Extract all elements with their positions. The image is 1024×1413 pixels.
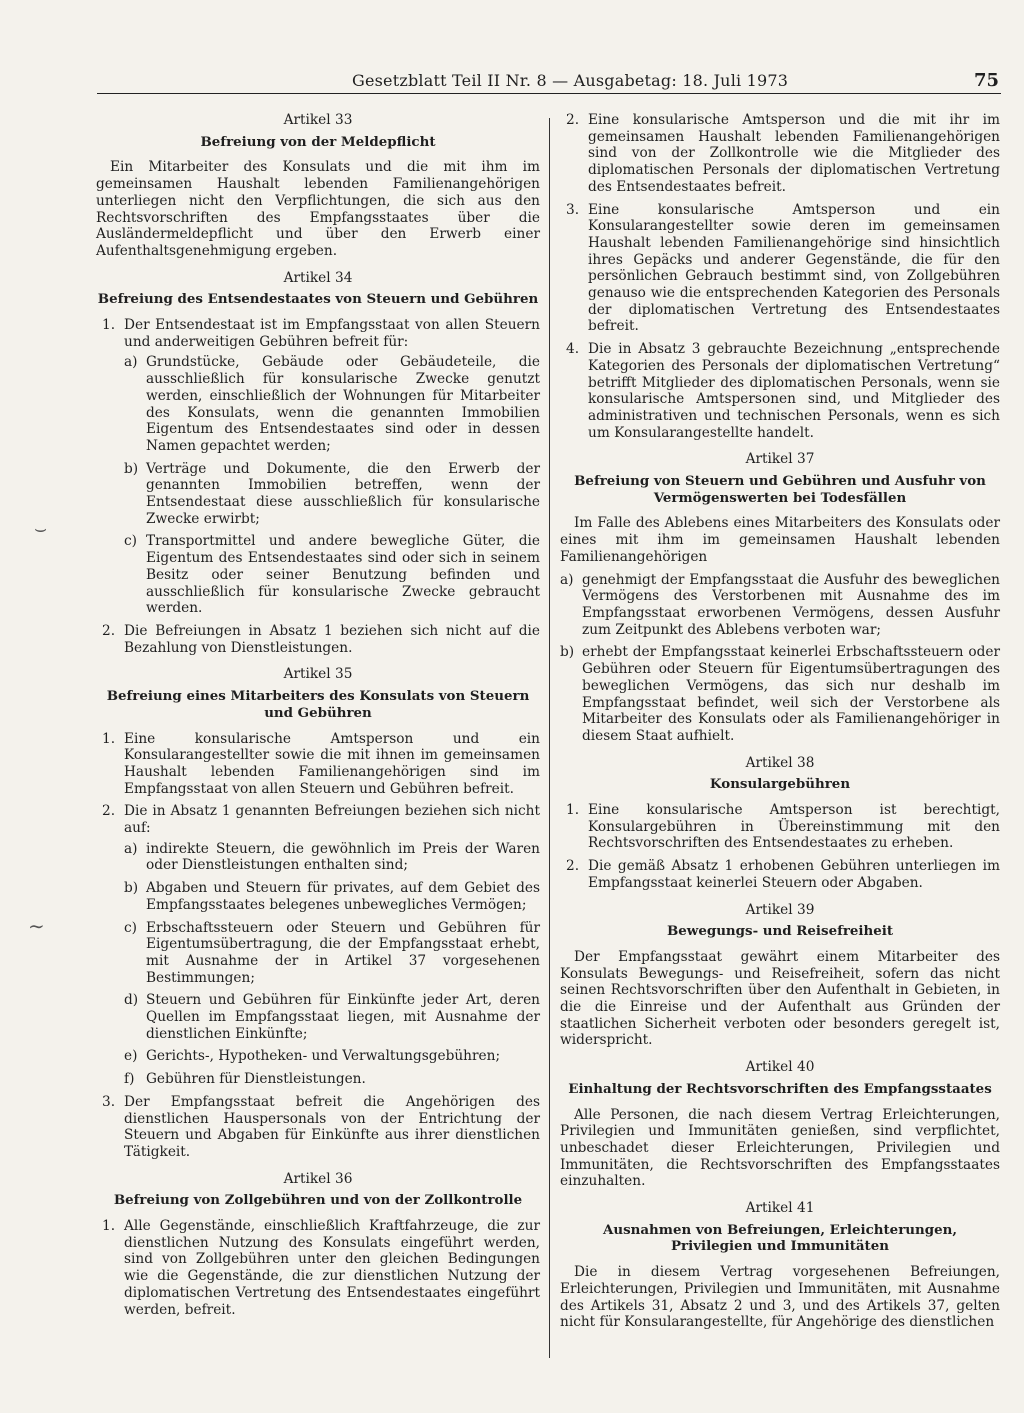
sub-item-letter: b): [124, 460, 139, 477]
paragraph: Der Empfangsstaat gewährt einem Mitarbeiter des Konsulats Bewegungs- und Reisefreiheit, sofern das nicht seinen Rechtsvorschriften über den Aufenthalt in Gebieten, in die die Einreise und der Aufenthalt aus Gründen der staatlichen Sicherheit verboten oder besonders geregelt ist, widerspricht.: [560, 948, 1000, 1049]
paragraph-number: 1.: [566, 802, 580, 819]
article-number: Artikel 39: [745, 901, 815, 918]
article-37: [560, 451, 1000, 744]
right-column: [560, 112, 1000, 1341]
paragraph-number: 2.: [102, 803, 116, 820]
article-34: [96, 270, 540, 657]
paragraph: Ein Mitarbeiter des Konsulats und die mit ihm im gemeinsamen Haushalt lebenden Familienangehörigen unterliegen nicht den Verpflichtungen, die sich aus den Rechtsvorschriften des Empfangsstaates über die Ausländermeldepflicht und über den Erwerb einer Aufenthaltsgenehmigung ergeben.: [96, 159, 540, 259]
article-number: Artikel 41: [745, 1200, 815, 1217]
paragraph-text: Alle Gegenstände, einschließlich Kraftfahrzeuge, die zur dienstlichen Nutzung des Konsulats eingeführt werden, sind von Zollgebühren unter den gleichen Bedingungen wie die Gegenstände, die zur dienstlichen Nutzung der diplomatischen Vertretung des Entsendestaates eingeführt werden, befreit.: [124, 1218, 540, 1318]
sub-item-text: Transportmittel und andere bewegliche Güter, die Eigentum des Entsendestaates sind oder sich in seinem Besitz oder seiner Benutzung befinden und ausschließlich für konsularische Zwecke gebraucht werden.: [146, 533, 540, 617]
sub-item-text: Erbschaftssteuern oder Steuern und Gebühren für Eigentumsübertragung, die der Empfangsstaat erhebt, mit Ausnahme der in Artikel 37 vorgesehenen Bestimmungen;: [146, 919, 540, 986]
sub-item-letter: f): [124, 1071, 135, 1088]
left-column: [96, 112, 540, 1328]
sub-item: [124, 461, 540, 528]
article-36-continued: [560, 112, 1000, 441]
header-rule: [97, 93, 1001, 94]
sub-item-letter: c): [124, 919, 138, 936]
sub-item-text: Abgaben und Steuern für privates, auf dem Gebiet des Empfangsstaates belegenes unbewegliches Vermögen;: [146, 880, 540, 913]
article-40: [560, 1059, 1000, 1190]
paragraph-text: Eine konsularische Amtsperson ist berechtigt, Konsulargebühren in Übereinstimmung mit den Rechtsvorschriften des Entsendestaates zu erheben.: [588, 802, 1000, 852]
page-number: 75: [974, 70, 1000, 91]
article-39: [560, 902, 1000, 1050]
paragraph-number: 3.: [566, 201, 580, 218]
numbered-paragraph: [96, 803, 540, 1088]
sub-item-text: Steuern und Gebühren für Einkünfte jeder Art, deren Quellen im Empfangsstaat liegen, mit Ausnahme der dienstlichen Einkünfte;: [146, 992, 540, 1042]
paragraph-text: Eine konsularische Amtsperson und die mit ihr im gemeinsamen Haushalt lebenden Familienangehörigen sind von der Zollkontrolle wie die Mitglieder des diplomatischen Personals der diplomatischen Vertretung des Entsendestaates befreit.: [588, 112, 1000, 195]
paragraph-number: 2.: [566, 858, 580, 875]
numbered-paragraph: [560, 341, 1000, 441]
sub-item: [124, 533, 540, 617]
article-title: Einhaltung der Rechtsvorschriften des Empfangsstaates: [568, 1080, 992, 1097]
sub-item-text: genehmigt der Empfangsstaat die Ausfuhr des beweglichen Vermögens des Verstorbenen mit Ausnahme des im Empfangsstaat erworbenen Vermögens, dessen Ausfuhr zum Zeitpunkt des Ablebens verboten war;: [582, 571, 1000, 638]
numbered-paragraph: [560, 802, 1000, 852]
article-number: Artikel 35: [283, 666, 353, 683]
article-36: [96, 1171, 540, 1319]
article-title: Befreiung von Steuern und Gebühren und Ausfuhr von Vermögenswerten bei Todesfällen: [574, 473, 986, 506]
numbered-paragraph: [96, 623, 540, 656]
numbered-paragraph: [560, 858, 1000, 891]
sub-item-letter: d): [124, 992, 139, 1009]
article-number: Artikel 34: [283, 269, 353, 286]
paragraph-text: Eine konsularische Amtsperson und ein Konsularangestellter sowie deren im gemeinsamen Haushalt lebenden Familienangehörige sind hinsichtlich ihres Gepäcks und anderer Gegenstände, die für den persönlichen Gebrauch bestimmt sind, von Zollgebühren genauso wie die entsprechenden Kategorien des Personals der diplomatischen Vertretung des Entsendestaates befreit.: [588, 201, 1000, 335]
paragraph-text: Die gemäß Absatz 1 erhobenen Gebühren unterliegen im Empfangsstaat keinerlei Steuern oder Abgaben.: [588, 858, 1000, 891]
sub-list: [124, 841, 540, 1088]
paragraph-number: 1.: [102, 730, 116, 747]
numbered-paragraph: [560, 112, 1000, 196]
article-number: Artikel 37: [745, 451, 815, 468]
article-number: Artikel 33: [283, 112, 353, 128]
article-title: Konsulargebühren: [709, 776, 851, 793]
sub-item-letter: b): [124, 880, 139, 897]
paragraph-text: Der Entsendestaat ist im Empfangsstaat von allen Steuern und anderweitigen Gebühren befreit für:: [124, 317, 540, 350]
paragraph: Alle Personen, die nach diesem Vertrag Erleichterungen, Privilegien und Immunitäten genießen, sind verpflichtet, unbeschadet dieser Erleichterungen, Privilegien und Immunitäten, die Rechtsvorschriften des Empfangsstaates einzuhalten.: [560, 1106, 1000, 1190]
sub-item-text: Gerichts-, Hypotheken- und Verwaltungsgebühren;: [146, 1048, 501, 1065]
sub-item-text: Verträge und Dokumente, die den Erwerb der genannten Immobilien betreffen, wenn der Entsendestaat diese ausschließlich für konsularische Zwecke erwirbt;: [146, 460, 540, 527]
sub-item-letter: e): [124, 1048, 138, 1065]
header-title: Gesetzblatt Teil II Nr. 8 — Ausgabetag: 18. Juli 1973: [352, 71, 789, 90]
paragraph-number: 1.: [102, 317, 116, 334]
article-title: Befreiung eines Mitarbeiters des Konsulats von Steuern und Gebühren: [106, 688, 530, 721]
numbered-paragraph: [96, 1218, 540, 1318]
paragraph-number: 2.: [566, 112, 580, 128]
sub-item: [124, 1048, 540, 1065]
article-title: Befreiung von der Meldepflicht: [200, 133, 436, 150]
margin-pencil-mark: ∼: [28, 914, 45, 938]
sub-item: [124, 920, 540, 987]
sub-item: [124, 841, 540, 874]
paragraph: Die in diesem Vertrag vorgesehenen Befreiungen, Erleichterungen, Privilegien und Immunitäten, mit Ausnahme des Artikels 31, Absatz 2 und 3, und des Artikels 37, gelten nicht für Konsularangestellte, für Angehörige des dienstlichen: [560, 1264, 1000, 1331]
paragraph-number: 4.: [566, 341, 580, 358]
sub-item-text: indirekte Steuern, die gewöhnlich im Preis der Waren oder Dienstleistungen enthalten sind;: [146, 840, 540, 874]
column-divider: [549, 118, 550, 1358]
article-38: [560, 755, 1000, 892]
paragraph-text: Die in Absatz 3 gebrauchte Bezeichnung „entsprechende Kategorien des Personals der diplomatischen Vertretung“ betrifft Mitglieder des diplomatischen Personals, wenn sie konsularische Amtspersonen sind, und Mitglieder des administrativen und technischen Personals, wenn es sich um Konsularangestellte handelt.: [588, 341, 1000, 441]
article-41: [560, 1200, 1000, 1331]
numbered-paragraph: [560, 202, 1000, 336]
paragraph-text: Der Empfangsstaat befreit die Angehörigen des dienstlichen Hauspersonals von der Entrichtung der Steuern und Abgaben für Einkünfte aus ihrer dienstlichen Tätigkeit.: [124, 1093, 540, 1160]
sub-item-letter: a): [124, 354, 138, 371]
article-title: Befreiung von Zollgebühren und von der Zollkontrolle: [113, 1192, 523, 1209]
sub-item: [560, 644, 1000, 744]
paragraph: Im Falle des Ablebens eines Mitarbeiters des Konsulats oder eines mit ihm im gemeinsamen Haushalt lebenden Familienangehörigen: [560, 515, 1000, 565]
paragraph-number: 1.: [102, 1218, 116, 1235]
sub-item: [124, 354, 540, 454]
numbered-paragraph: [96, 317, 540, 617]
sub-item: [124, 1071, 540, 1088]
article-33: [96, 112, 540, 260]
sub-list: [124, 354, 540, 617]
margin-pencil-mark: ⌣: [34, 516, 48, 540]
article-number: Artikel 40: [745, 1059, 815, 1076]
sub-item: [124, 880, 540, 913]
numbered-paragraph: [96, 1094, 540, 1161]
paragraph-number: 3.: [102, 1093, 116, 1110]
sub-item-letter: a): [124, 840, 138, 857]
sub-item-letter: b): [560, 644, 575, 661]
article-title: Bewegungs- und Reisefreiheit: [666, 923, 894, 940]
paragraph-text: Die Befreiungen in Absatz 1 beziehen sich nicht auf die Bezahlung von Dienstleistungen.: [124, 622, 540, 656]
sub-item-letter: a): [560, 571, 574, 588]
article-title: Befreiung des Entsendestaates von Steuern und Gebühren: [97, 291, 539, 308]
sub-item-letter: c): [124, 533, 138, 550]
paragraph-number: 2.: [102, 622, 116, 639]
paragraph-text: Die in Absatz 1 genannten Befreiungen beziehen sich nicht auf:: [124, 803, 540, 837]
sub-item-text: Gebühren für Dienstleistungen.: [146, 1071, 366, 1088]
article-title: Ausnahmen von Befreiungen, Erleichterungen, Privilegien und Immunitäten: [602, 1221, 958, 1255]
sub-item: [560, 572, 1000, 639]
sub-item: [124, 992, 540, 1042]
sub-item-text: erhebt der Empfangsstaat keinerlei Erbschaftssteuern oder Gebühren oder Steuern für Eigentumsübertragungen des beweglichen Vermögens, das sich nur deshalb im Empfangsstaat befindet, weil sich der Verstorbene als Mitarbeiter des Konsulats oder als Familienangehöriger in diesem Staat aufhielt.: [582, 644, 1000, 744]
article-35: [96, 666, 540, 1160]
paragraph-text: Eine konsularische Amtsperson und ein Konsularangestellter sowie die mit ihnen im gemeinsamen Haushalt lebenden Familienangehörigen sind im Empfangsstaat von allen Steuern und Gebühren befreit.: [124, 730, 540, 797]
numbered-paragraph: [96, 731, 540, 798]
sub-item-text: Grundstücke, Gebäude oder Gebäudeteile, die ausschließlich für konsularische Zwecke genutzt werden, einschließlich der Wohnungen für Mitarbeiter des Konsulats, wenn die genannten Immobilien Eigentum des Entsendestaates sind oder in dessen Namen gepachtet werden;: [146, 354, 540, 454]
article-number: Artikel 38: [745, 754, 815, 771]
article-number: Artikel 36: [283, 1170, 353, 1187]
